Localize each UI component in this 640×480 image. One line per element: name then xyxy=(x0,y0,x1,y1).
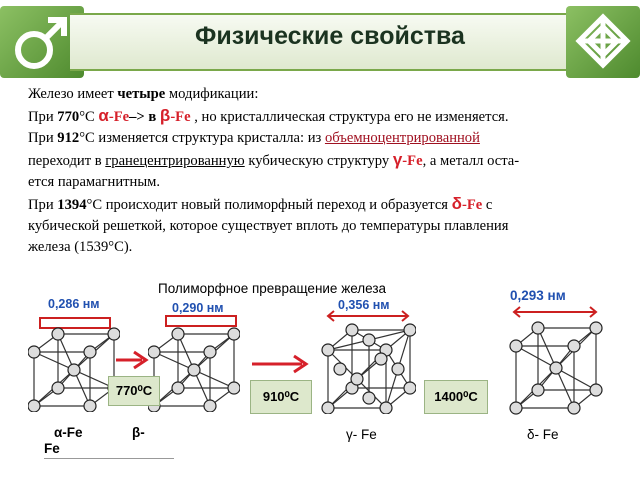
page-title: Физические свойства xyxy=(195,22,465,50)
text: –> в xyxy=(129,109,160,125)
text: γ xyxy=(392,150,403,169)
text-line: кубической решеткой, которое существует вплоть до температуры плавления xyxy=(28,218,509,234)
slide-header xyxy=(0,0,640,80)
text: модификации: xyxy=(165,86,259,102)
text: δ xyxy=(451,194,462,213)
text-line xyxy=(28,84,628,105)
header-right-panel xyxy=(566,6,640,78)
text: β xyxy=(159,106,171,125)
dimension-label-gamma: 0,356 нм xyxy=(338,298,390,312)
transition-arrow-icon xyxy=(114,348,150,372)
text: переходит в xyxy=(28,153,106,169)
diagram-title: Полиморфное превращение железа xyxy=(158,281,387,296)
text: , а металл оста- xyxy=(422,153,520,169)
text: При xyxy=(28,197,58,213)
text: 770 xyxy=(57,109,80,125)
gamma-fe-lattice xyxy=(320,310,416,414)
body-text xyxy=(28,84,628,258)
text: кубическую структуру xyxy=(244,153,393,169)
label-delta-fe: δ- Fe xyxy=(527,427,559,442)
text: -Fe xyxy=(170,109,191,125)
dimension-label-delta: 0,293 нм xyxy=(510,288,566,303)
text: -Fe xyxy=(402,153,423,169)
text-line xyxy=(28,128,628,149)
text: объемноцентрированной xyxy=(324,130,480,146)
temperature-770: 770⁰С xyxy=(108,376,160,406)
text: гранецентрированную xyxy=(105,153,245,169)
text: -Fe xyxy=(461,197,483,213)
dimension-label-beta: 0,290 нм xyxy=(172,301,224,315)
alpha-fe-lattice xyxy=(28,312,120,412)
text-line xyxy=(28,149,628,172)
text: °С изменяется структура кристалла: из xyxy=(79,130,325,146)
text: °С происходит новый полиморфный переход и образуется xyxy=(86,197,452,213)
text: , но кристаллическая структура его не изменяется. xyxy=(190,109,509,125)
text: При xyxy=(28,130,58,146)
text: Железо имеет xyxy=(28,86,118,102)
temperature-1400: 1400⁰С xyxy=(424,380,488,414)
transition-arrow-icon xyxy=(250,352,310,376)
label-beta-fe: β- xyxy=(132,425,145,440)
label-beta-fe-cont: Fe xyxy=(44,441,60,456)
text: четыре xyxy=(117,86,166,102)
text: -Fe xyxy=(108,109,130,125)
text-line: ется парамагнитным. xyxy=(28,174,161,190)
temperature-910: 910⁰С xyxy=(250,380,312,414)
text: с xyxy=(482,197,493,213)
text: 912 xyxy=(57,130,80,146)
beta-fe-lattice xyxy=(148,312,240,412)
text-line: железа (1539°С). xyxy=(28,239,133,255)
text: α xyxy=(98,106,109,125)
divider xyxy=(44,458,174,459)
dimension-label-alpha: 0,286 нм xyxy=(48,297,100,311)
text: °С xyxy=(79,109,99,125)
delta-fe-lattice xyxy=(508,304,604,416)
celtic-knot-icon xyxy=(566,6,640,78)
text-line xyxy=(28,193,628,216)
text: 1394 xyxy=(57,197,87,213)
text: При xyxy=(28,109,58,125)
text-line xyxy=(28,105,628,128)
label-gamma-fe: γ- Fe xyxy=(346,427,377,442)
label-alpha-fe: α-Fe xyxy=(54,425,83,440)
